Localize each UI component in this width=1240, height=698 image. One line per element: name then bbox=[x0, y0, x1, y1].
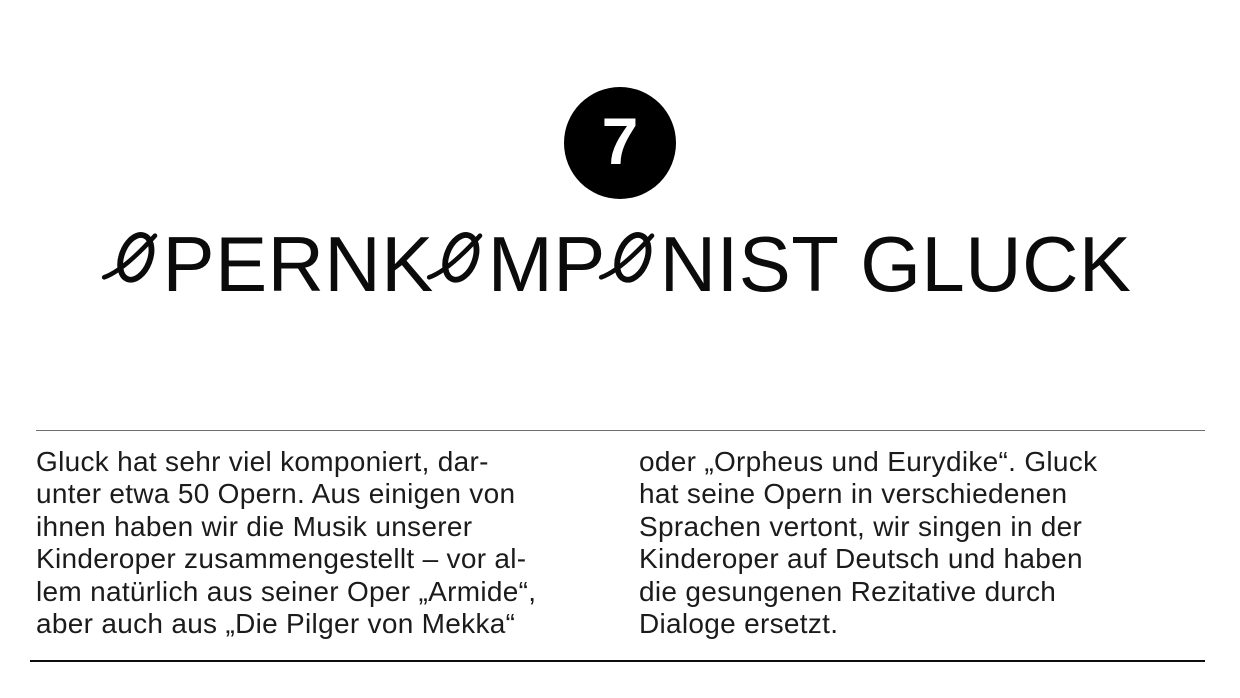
slashed-o-icon bbox=[607, 224, 657, 304]
text-line: Kinderoper auf Deutsch und haben bbox=[639, 543, 1083, 575]
heading-text-segment: PERNK bbox=[162, 220, 434, 308]
divider-bottom bbox=[30, 660, 1205, 662]
chapter-number-badge bbox=[564, 87, 676, 199]
text-line: ihnen haben wir die Musik unserer bbox=[36, 510, 473, 542]
text-line: hat seine Opern in verschiedenen bbox=[639, 478, 1068, 510]
divider-top bbox=[36, 430, 1205, 431]
chapter-number: 7 bbox=[601, 104, 639, 178]
text-line: Gluck hat sehr viel komponiert, dar- bbox=[36, 446, 489, 477]
text-line: Sprachen vertont, wir singen in der bbox=[639, 510, 1083, 542]
text-line: Kinderoper zusammengestellt – vor al- bbox=[36, 543, 527, 575]
text-line: oder „Orpheus und Eurydike“. Gluck bbox=[639, 446, 1098, 477]
heading-text-segment: MP bbox=[487, 220, 606, 308]
text-line: Dialoge ersetzt. bbox=[639, 608, 839, 640]
text-column-right bbox=[639, 446, 1097, 640]
text-line: unter etwa 50 Opern. Aus einigen von bbox=[36, 478, 516, 510]
heading-text-segment: NIST GLUCK bbox=[659, 220, 1132, 308]
text-line: lem natürlich aus seiner Oper „Armide“, bbox=[36, 575, 537, 607]
page-title bbox=[0, 221, 1240, 307]
slashed-o-icon bbox=[435, 224, 485, 304]
text-column-left bbox=[36, 446, 536, 640]
text-line: die gesungenen Rezitative durch bbox=[639, 575, 1057, 607]
text-line: aber auch aus „Die Pilger von Mekka“ bbox=[36, 608, 516, 640]
slashed-o-icon bbox=[110, 224, 160, 304]
